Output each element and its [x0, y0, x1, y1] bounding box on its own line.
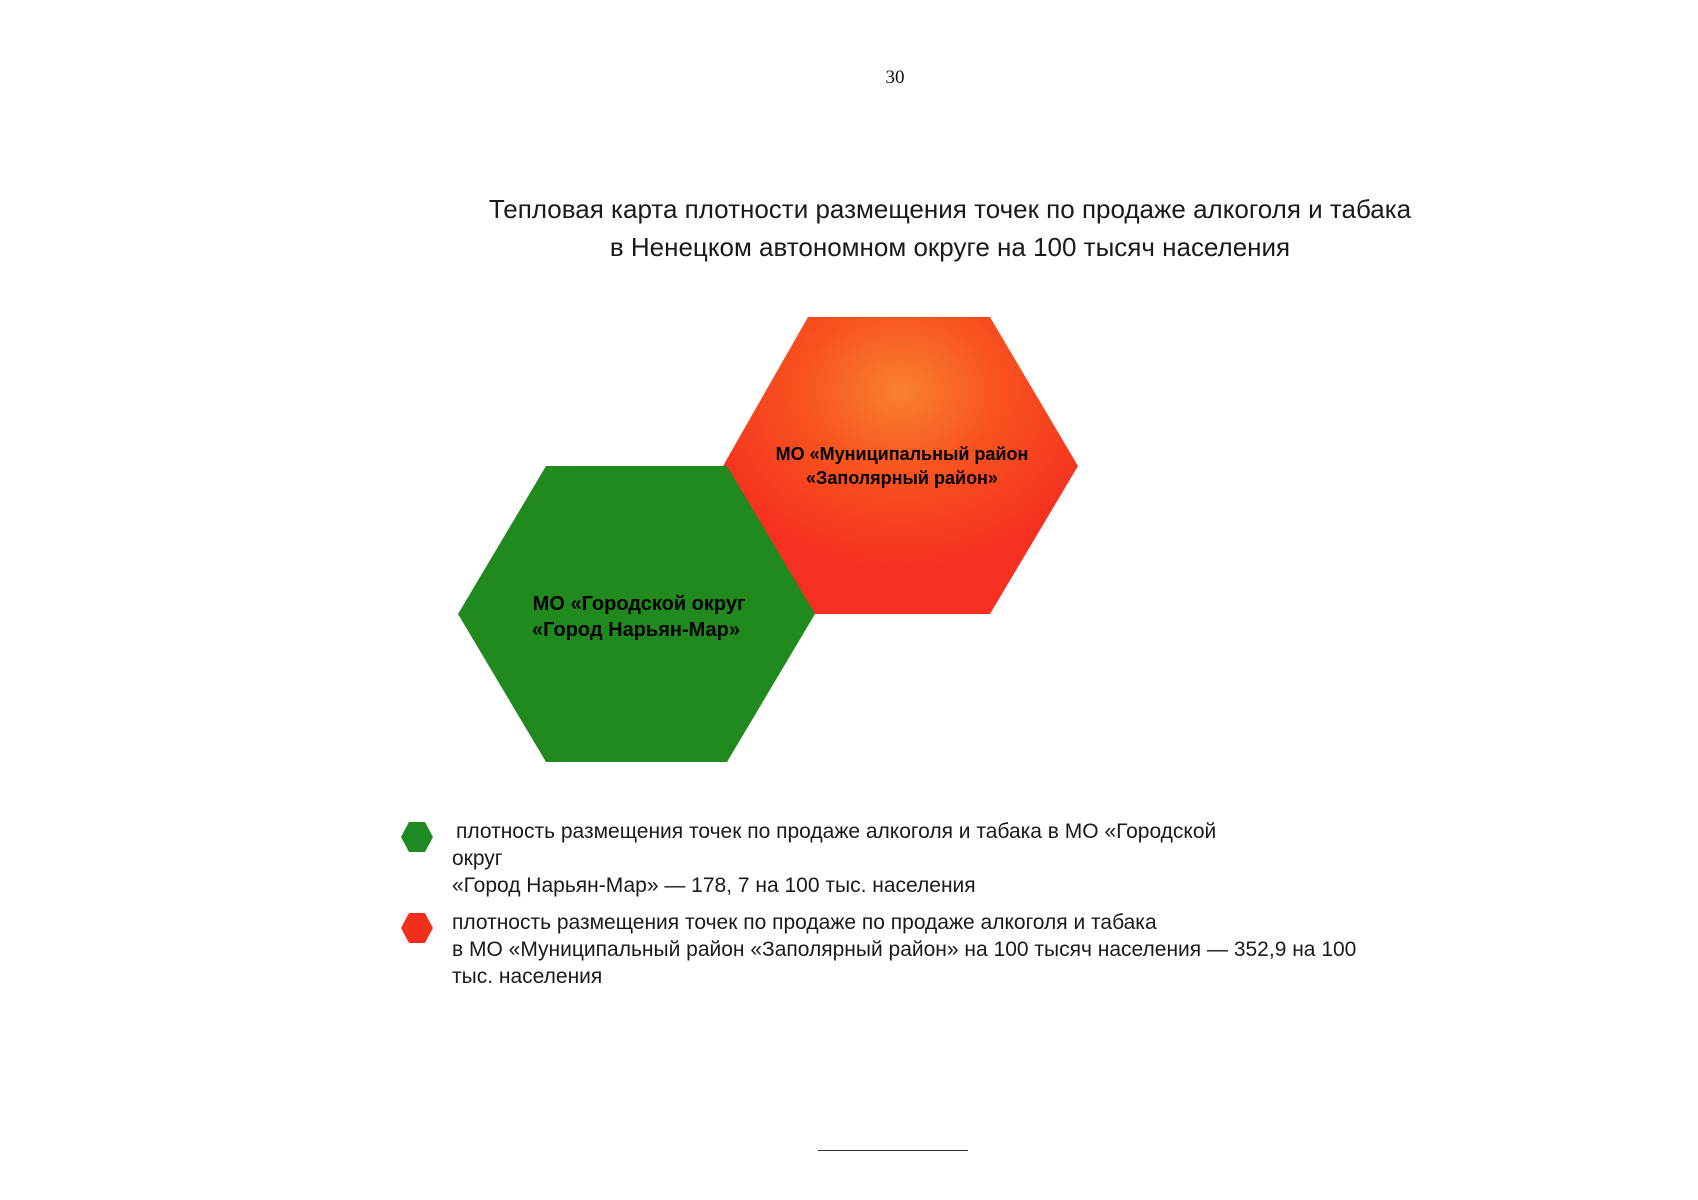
- title-line-2: в Ненецком автономном округе на 100 тысяч населения: [609, 232, 1291, 262]
- footnote-rule: [818, 1150, 968, 1151]
- legend-text: [452, 909, 1460, 990]
- legend-marker-red: [401, 913, 433, 943]
- hex-label-naryan-mar-line-2: «Город Нарьян-Мар»: [532, 619, 740, 641]
- hex-label-zapolyarny-line-1: МО «Муниципальный район: [775, 444, 1029, 464]
- legend-item-naryan-mar: [400, 818, 1460, 899]
- page-number: 30: [885, 67, 905, 88]
- legend-marker-green: [401, 822, 433, 852]
- hex-label-naryan-mar-line-1: МО «Городской округ: [532, 593, 746, 615]
- legend-line: округ: [452, 847, 503, 870]
- legend-item-zapolyarny: [400, 909, 1460, 990]
- hex-label-zapolyarny-line-2: «Заполярный район»: [806, 468, 998, 488]
- legend-text: [452, 818, 1460, 899]
- title-line-1: Тепловая карта плотности размещения точек по продаже алкоголя и табака: [488, 194, 1412, 224]
- green-hexagon-icon: [400, 820, 434, 854]
- legend-line: «Город Нарьян-Мар» — 178, 7 на 100 тыс. населения: [452, 874, 976, 897]
- red-hexagon-icon: [400, 911, 434, 945]
- legend-line: тыс. населения: [452, 965, 603, 988]
- legend-line: в МО «Муниципальный район «Заполярный район» на 100 тысяч населения — 352,9 на 100: [452, 938, 1357, 961]
- legend-line: плотность размещения точек по продаже по продаже алкоголя и табака: [452, 911, 1157, 934]
- legend-line: плотность размещения точек по продаже алкоголя и табака в МО «Городской: [456, 820, 1217, 843]
